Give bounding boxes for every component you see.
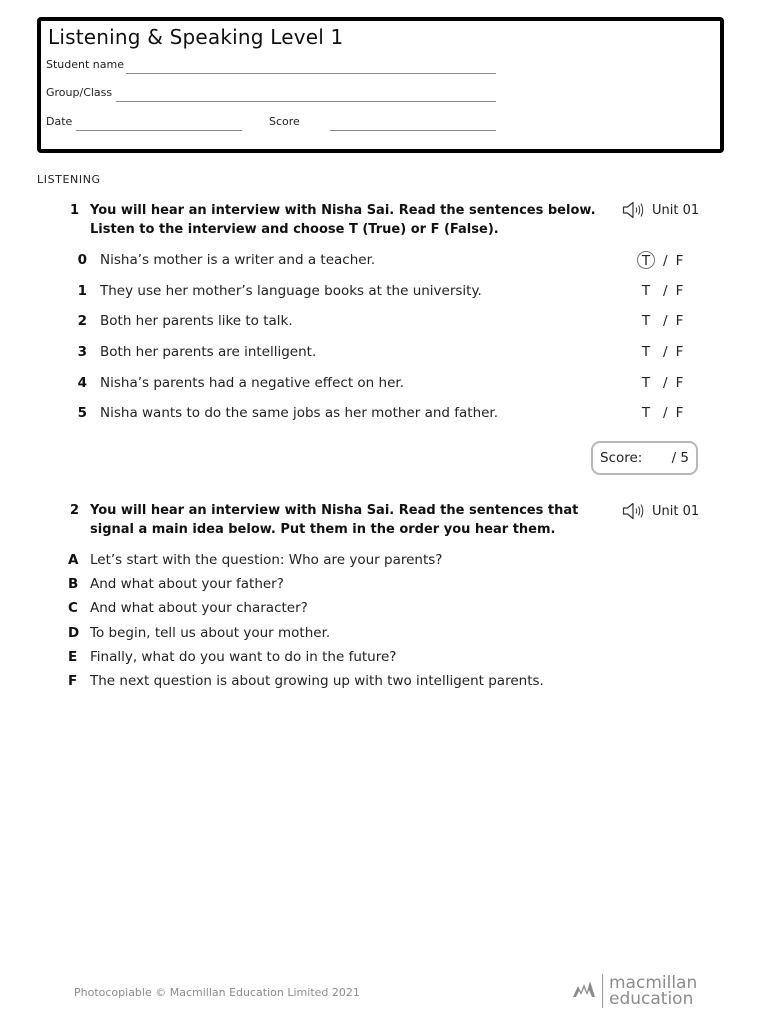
audio-track-label: Unit 01 <box>652 202 700 218</box>
option-letter: C <box>68 600 78 616</box>
tf-separator: / <box>663 313 668 329</box>
worksheet-title: Listening & Speaking Level 1 <box>48 25 344 49</box>
score-box-total: / 5 <box>671 450 689 466</box>
item-statement: Both her parents like to talk. <box>100 313 293 329</box>
option-letter: E <box>68 649 78 665</box>
item-number: 0 <box>77 252 87 268</box>
item-statement: They use her mother’s language books at the university. <box>100 283 482 299</box>
item-number: 1 <box>77 283 87 299</box>
audio-track-label: Unit 01 <box>652 503 700 519</box>
score-box-label: Score: <box>600 450 643 466</box>
item-statement: Both her parents are intelligent. <box>100 344 317 360</box>
true-false-choice[interactable] <box>637 312 683 330</box>
item-statement: Nisha’s mother is a writer and a teacher. <box>100 252 376 268</box>
false-option[interactable]: F <box>675 283 684 299</box>
group-class-label: Group/Class <box>46 86 113 99</box>
date-label: Date <box>46 115 73 128</box>
tf-separator: / <box>663 344 668 360</box>
true-option[interactable]: T <box>641 313 651 329</box>
speaker-icon <box>622 502 646 520</box>
false-option[interactable]: F <box>675 405 684 421</box>
true-option[interactable]: T <box>641 283 651 299</box>
false-option[interactable]: F <box>675 313 684 329</box>
item-statement: Nisha wants to do the same jobs as her mother and father. <box>100 405 499 421</box>
option-letter: F <box>68 673 78 689</box>
item-number: 2 <box>77 313 87 329</box>
true-false-choice[interactable] <box>637 404 683 422</box>
logo-divider <box>602 974 603 1008</box>
item-number: 3 <box>77 344 87 360</box>
false-option[interactable]: F <box>675 253 684 269</box>
option-letter: A <box>68 552 79 568</box>
true-option-circled[interactable]: T <box>637 251 655 269</box>
question-2-audio[interactable] <box>622 502 699 520</box>
option-letter: D <box>68 625 80 641</box>
macmillan-m-icon <box>572 980 596 1002</box>
tf-separator: / <box>663 375 668 391</box>
option-text: To begin, tell us about your mother. <box>90 625 331 641</box>
true-option[interactable]: T <box>641 375 651 391</box>
date-line[interactable] <box>76 130 242 131</box>
true-option[interactable]: T <box>641 405 651 421</box>
option-text: Finally, what do you want to do in the future? <box>90 649 397 665</box>
student-name-line[interactable] <box>126 73 496 74</box>
false-option[interactable]: F <box>675 344 684 360</box>
group-class-line[interactable] <box>116 101 496 102</box>
item-number: 5 <box>77 405 87 421</box>
item-number: 4 <box>77 375 87 391</box>
option-letter: B <box>68 576 79 592</box>
true-false-choice[interactable] <box>637 282 683 300</box>
question-1-score-box[interactable] <box>591 441 698 475</box>
tf-separator: / <box>663 283 668 299</box>
tf-separator: / <box>663 405 668 421</box>
question-2-number: 2 <box>70 503 80 518</box>
true-false-choice[interactable] <box>637 374 683 392</box>
option-text: The next question is about growing up with two intelligent parents. <box>90 673 544 689</box>
question-1-audio[interactable] <box>622 201 699 219</box>
page-footer <box>42 972 718 1016</box>
option-text: And what about your father? <box>90 576 284 592</box>
true-false-choice[interactable] <box>637 251 683 269</box>
question-1-instructions: You will hear an interview with Nisha Sai. Read the sentences below. Listen to the interview and choose T (True) or F (False). <box>90 203 596 237</box>
item-statement: Nisha’s parents had a negative effect on her. <box>100 375 404 391</box>
question-1-number: 1 <box>70 203 80 218</box>
true-option[interactable]: T <box>641 344 651 360</box>
copyright-notice: Photocopiable © Macmillan Education Limited 2021 <box>74 986 360 999</box>
option-text: Let’s start with the question: Who are your parents? <box>90 552 443 568</box>
tf-separator: / <box>663 253 668 269</box>
score-label: Score <box>269 115 300 128</box>
section-heading: LISTENING <box>37 173 101 186</box>
question-2-instructions: You will hear an interview with Nisha Sai. Read the sentences that signal a main idea below. Put them in the order you hear them. <box>90 503 579 537</box>
brand-wordmark: macmillan education <box>609 973 698 1009</box>
student-info-box <box>37 17 724 153</box>
false-option[interactable]: F <box>675 375 684 391</box>
option-text: And what about your character? <box>90 600 308 616</box>
student-name-label: Student name <box>46 58 124 71</box>
speaker-icon <box>622 201 646 219</box>
true-false-choice[interactable] <box>637 343 683 361</box>
macmillan-logo <box>572 974 697 1008</box>
score-line[interactable] <box>330 130 496 131</box>
